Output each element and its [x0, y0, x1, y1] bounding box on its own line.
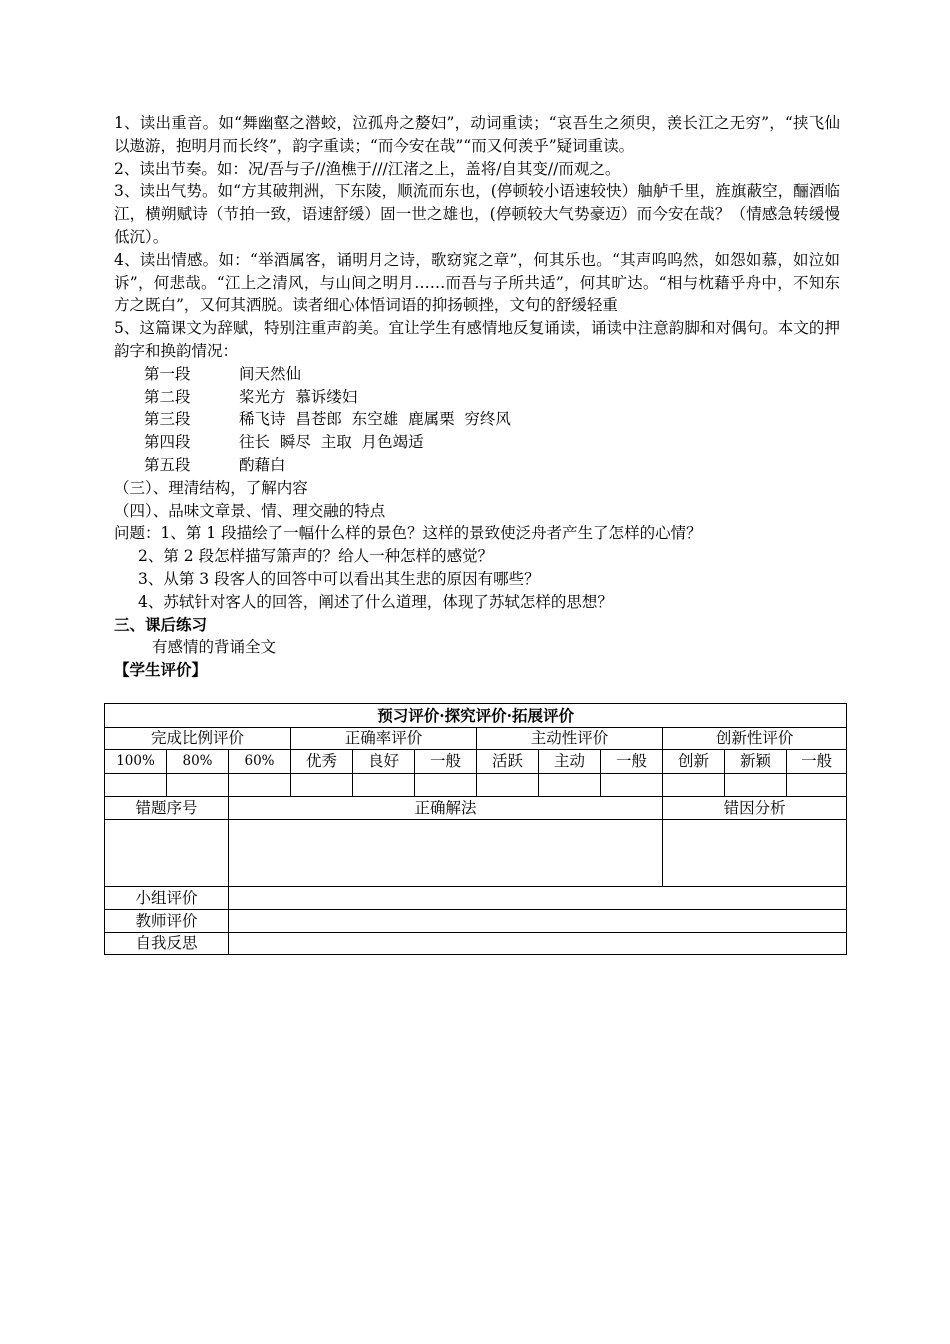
blank-cell [663, 820, 847, 887]
blank-cell [229, 910, 847, 933]
blank-cell [601, 774, 663, 797]
question-1: 问题：1、第 1 段描绘了一幅什么样的景色？这样的景致使泛舟者产生了怎样的心情？ [114, 524, 702, 543]
blank-cell [477, 774, 539, 797]
rhyme-row [114, 454, 840, 477]
paragraph-rhythm: 2、读出节奏。如：况/吾与子//渔樵于///江渚之上，盖将/自其变//而观之。 [114, 159, 621, 178]
level-cell: 一般 [601, 750, 663, 774]
exercise-heading: 三、课后练习 [114, 614, 208, 634]
rhyme-words: 往长 瞬尽 主取 月色竭适 [239, 433, 424, 452]
paragraph-emotion: 4、读出情感。如：“举酒属客，诵明月之诗，歌窈窕之章”，何其乐也。“其声呜呜然，如怨如慕，如泣如诉”，何悲哉。“江上之清风，与山间之明月……而吾与子所共适”，何其旷达。“相与枕藉乎舟中，不知东方之既白”，又何其洒脱。读者细心体悟词语的抑扬顿挫，文句的舒缓轻重 [114, 250, 840, 315]
blank-cell [229, 774, 291, 797]
level-cell: 优秀 [291, 750, 353, 774]
section-structure: （三）、理清结构，了解内容 [114, 478, 308, 497]
blank-cell [105, 774, 167, 797]
level-cell: 一般 [415, 750, 477, 774]
level-cell: 创新 [663, 750, 725, 774]
blank-cell [415, 774, 477, 797]
document-body [114, 112, 840, 682]
blank-cell [725, 774, 787, 797]
question-4: 4、苏轼针对客人的回答，阐述了什么道理，体现了苏轼怎样的思想？ [138, 592, 613, 611]
rhyme-section: 第一段 [144, 364, 191, 383]
paragraph-stress: 1、读出重音。如“舞幽壑之潜蛟，泣孤舟之嫠妇”，动词重读；“哀吾生之须臾，羡长江之无穷”，“挟飞仙以遨游，抱明月而长终”，韵字重读；“而今安在哉”“而又何羡乎”疑词重读。 [114, 114, 840, 155]
evaluation-table [104, 703, 847, 955]
group-accuracy: 正确率评价 [291, 728, 477, 750]
teacher-review-label: 教师评价 [105, 910, 229, 933]
blank-cell [291, 774, 353, 797]
blank-cell [229, 933, 847, 955]
blank-cell [229, 820, 663, 887]
paragraph-rhyme-intro: 5、这篇课文为辞赋，特别注重声韵美。宜让学生有感情地反复诵读，诵读中注意韵脚和对偶句。本文的押韵字和换韵情况： [114, 319, 840, 360]
rhyme-words: 间天然仙 [239, 364, 302, 383]
rhyme-row [114, 431, 840, 454]
blank-cell [539, 774, 601, 797]
question-3: 3、从第 3 段客人的回答中可以看出其生悲的原因有哪些？ [138, 569, 540, 588]
rhyme-section: 第二段 [144, 387, 191, 406]
blank-cell [167, 774, 229, 797]
section-appreciation: （四）、品味文章景、情、理交融的特点 [114, 501, 386, 520]
rhyme-row [114, 363, 840, 386]
group-review-label: 小组评价 [105, 887, 229, 910]
blank-cell [105, 820, 229, 887]
level-cell: 60% [229, 750, 291, 774]
correct-solution-header: 正确解法 [229, 797, 663, 820]
rhyme-section: 第五段 [144, 455, 191, 474]
level-cell: 主动 [539, 750, 601, 774]
rhyme-row [114, 386, 840, 409]
blank-cell [353, 774, 415, 797]
rhyme-row [114, 408, 840, 431]
blank-cell [663, 774, 725, 797]
paragraph-momentum: 3、读出气势。如“方其破荆洲，下东陵，顺流而东也，(停顿较小语速较快）舳舻千里，旌旗蔽空，酾酒临江，横朔赋诗（节拍一致，语速舒缓）固一世之雄也，(停顿较大气势豪迈）而今安在哉？（情感急转缓慢低沉）。 [114, 182, 840, 246]
blank-cell [229, 887, 847, 910]
error-analysis-header: 错因分析 [663, 797, 847, 820]
question-2: 2、第 2 段怎样描写箫声的？给人一种怎样的感觉？ [138, 547, 494, 566]
group-completion: 完成比例评价 [105, 728, 291, 750]
self-reflection-label: 自我反思 [105, 933, 229, 955]
rhyme-words: 桨光方 慕诉缕妇 [239, 387, 358, 406]
evaluation-table-title: 预习评价·探究评价·拓展评价 [105, 704, 847, 728]
level-cell: 80% [167, 750, 229, 774]
rhyme-section: 第四段 [144, 433, 191, 452]
rhyme-words: 稀飞诗 昌苍郎 东空雄 鹿属栗 穷终风 [239, 410, 511, 429]
rhyme-section: 第三段 [144, 410, 191, 429]
rhyme-list [114, 363, 840, 477]
level-cell: 100% [105, 750, 167, 774]
level-cell: 新颖 [725, 750, 787, 774]
exercise-text: 有感情的背诵全文 [152, 638, 277, 657]
error-number-header: 错题序号 [105, 797, 229, 820]
blank-cell [787, 774, 847, 797]
group-initiative: 主动性评价 [477, 728, 663, 750]
level-cell: 活跃 [477, 750, 539, 774]
level-cell: 一般 [787, 750, 847, 774]
rhyme-words: 酌藉白 [239, 455, 286, 474]
group-creativity: 创新性评价 [663, 728, 847, 750]
level-cell: 良好 [353, 750, 415, 774]
evaluation-heading: 【学生评价】 [114, 660, 208, 680]
